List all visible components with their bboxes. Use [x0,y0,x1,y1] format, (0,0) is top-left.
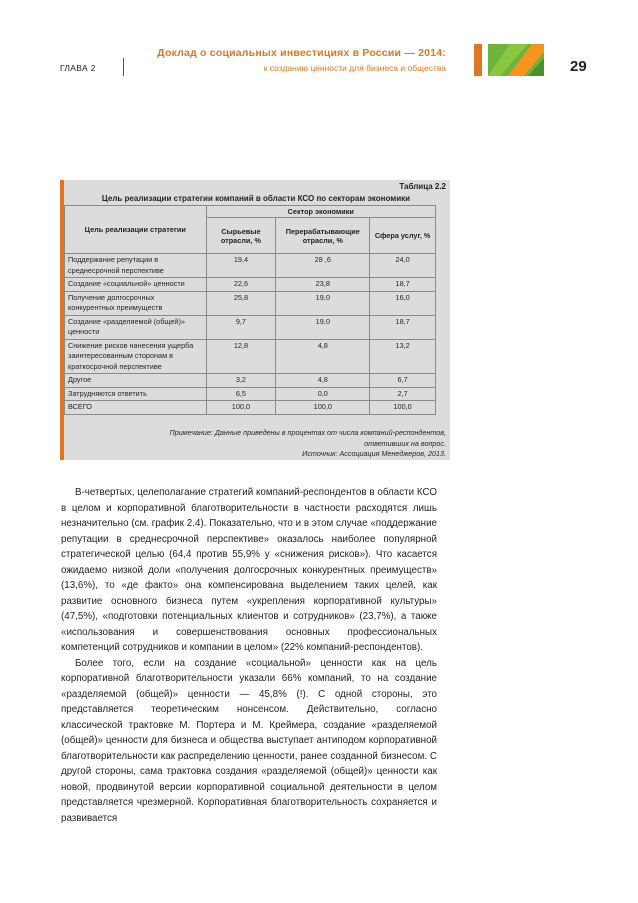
report-subtitle: к созданию ценности для бизнеса и общества [263,63,446,73]
row-label: Создание «разделяемой (общей)» ценности [65,315,207,339]
cell-raw: 12,8 [206,339,276,374]
paragraph: Более того, если на создание «социальной» ценности как на цель корпоративной благотворительности указали 66% компаний, то на создание «разделяемой (общей)» ценности — 45,8% (!). С одной стороны, это представляется теоретическим нонсенсом. Действительно, согласно классической трактовке М. Портера и М. Креймера, создание «разделяемой (общей)» ценности для бизнеса и общества выступает антиподом корпоративной благотворительности как распределению ценности, ранее созданной бизнесом. С другой стороны, сама трактовка создания «разделяемой (общей)» ценности как новой, продвинутой версии корпоративной социальной деятельности в целом представляется чрезмерной. Корпоративная благотворительность сохраняется и развивается [61,657,437,824]
table-row [65,374,436,388]
body-text [61,485,437,826]
row-label: Другое [65,374,207,388]
header-goal: Цель реализации стратегии [65,206,207,254]
row-label: Поддержание репутации в среднесрочной перспективе [65,254,207,278]
cell-services: 6,7 [370,374,436,388]
data-table [64,205,436,415]
cell-raw: 9,7 [206,315,276,339]
row-label: ВСЕГО [65,401,207,415]
cell-processing: 4,8 [276,339,370,374]
cell-services: 18,7 [370,278,436,292]
cell-raw: 3,2 [206,374,276,388]
cell-processing: 100,0 [276,401,370,415]
cell-processing: 4,8 [276,374,370,388]
table-note [86,428,446,460]
cell-services: 18,7 [370,315,436,339]
note-line: Примечание: Данные приведены в процентах от числа компаний-респондентов, [169,428,446,437]
table-number: Таблица 2.2 [399,182,446,191]
header-divider [123,58,124,76]
cell-processing: 28 ,6 [276,254,370,278]
table-row [65,254,436,278]
report-logo-icon [488,44,544,76]
header-processing: Перерабатывающие отрасли, % [276,218,370,254]
row-label: Снижение рисков нанесения ущерба заинтересованным сторонам в краткосрочной перспективе [65,339,207,374]
cell-raw: 22,6 [206,278,276,292]
header-services: Сфера услуг, % [370,218,436,254]
table-row [65,315,436,339]
cell-raw: 100,0 [206,401,276,415]
note-source: Источник: Ассоциация Менеджеров, 2013. [302,449,446,458]
cell-processing: 0,0 [276,387,370,401]
header-raw: Сырьевые отрасли, % [206,218,276,254]
table-row-total [65,401,436,415]
cell-services: 13,2 [370,339,436,374]
cell-services: 24,0 [370,254,436,278]
paragraph: В-четвертых, целеполагание стратегий компаний-респондентов в области КСО в целом и корпоративной благотворительности в частности расходятся лишь незначительно (см. график 2.4). Показательно, что и в этом случае «поддержание репутации в среднесрочной перспективе» оказалось наиболее популярной стратегической целью (64,4 против 55,9% у «снижения рисков»). Что касается ожидаемо низкой доли «получения долгосрочных конкурентных преимуществ» (13,6%), то «де факто» она компенсирована выделением таких целей, как развитие основного бизнеса путем «укрепления корпоративной культуры» (47,5%), «подготовки потенциальных клиентов и сотрудников» (23,7%), а также «использования и совершенствования основных профессиональных компетенций сотрудников и компании в целом» (22% компаний-респондентов). [61,487,437,653]
cell-processing: 19,0 [276,291,370,315]
cell-services: 2,7 [370,387,436,401]
note-line: ответивших на вопрос. [364,438,446,448]
cell-processing: 23,8 [276,278,370,292]
cell-raw: 25,8 [206,291,276,315]
chapter-label: ГЛАВА 2 [60,63,96,73]
page-number: 29 [570,58,587,75]
table-row [65,291,436,315]
cell-services: 16,0 [370,291,436,315]
table-row [65,387,436,401]
header-accent-bar [474,44,482,76]
cell-raw: 6,5 [206,387,276,401]
row-label: Затрудняются ответить [65,387,207,401]
header-sector: Сектор экономики [206,206,436,218]
table-title: Цель реализации стратегии компаний в области КСО по секторам экономики [101,194,411,203]
cell-raw: 19,4 [206,254,276,278]
table-row [65,339,436,374]
row-label: Создание «социальной» ценности [65,278,207,292]
cell-services: 100,0 [370,401,436,415]
cell-processing: 19,0 [276,315,370,339]
report-title: Доклад о социальных инвестициях в России — 2014: [157,47,446,59]
table-row [65,278,436,292]
row-label: Получение долгосрочных конкурентных преимуществ [65,291,207,315]
